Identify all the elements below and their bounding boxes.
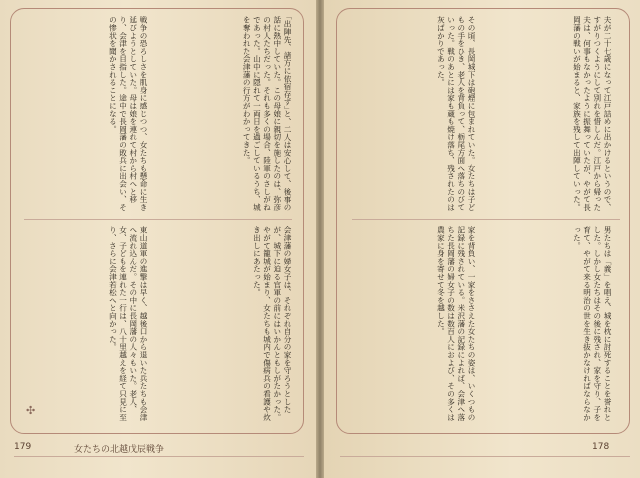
- text-column: ｢出陣先、諸方に依宿存ず｣と、二人は安心して、後事の話に熱中していた。この母娘に親切を施したのは、弥彦の村人たちだった。それも多くの場合、陸軍のさしがねであった。山中に隠れて一両日を過ごしているうち、城を奪われた会津藩の行方がわかってきた。: [242, 16, 292, 212]
- text-column: 戦争の恐ろしさを肌身に感じつつ、女たちも懸命に生き延びようとしていた。母は娘を連れて村から村へと移り、会津を目指した。途中で長岡藩の敗兵に出会い、その惨状を聞かされることになる。: [108, 16, 148, 211]
- footer-rule: [14, 456, 304, 457]
- page-number: 179: [14, 442, 32, 452]
- book-gutter: [316, 0, 324, 478]
- text-column: 夫が二十七歳になって江戸詰めに出かけるというので、すがりつくようにして別れを惜しんだ。江戸から帰った夫は、何事もなかったように振舞っていたが、やがて長岡藩の戦いが始まると、家族を残して出陣していった。: [572, 16, 612, 211]
- right-page: [324, 0, 640, 478]
- text-column: 東山道軍の進撃は早く、越後口から退いた兵たちも会津へ流れ込んだ。その中に長岡藩の人々もいた。老人、女、子どもを連れた一行は、八十里越えを経て只見に至り、さらに会津若松へと向かった。: [108, 226, 148, 421]
- text-column: 会津藩の婦女子は、それぞれ自分の家を守ろうとしたが、城下に迫る官軍の前にはいかんともしがたかった。やがて籠城が始まり、女たちも城内で傷病兵の看護や炊き出しにあたった。: [252, 226, 292, 421]
- text-column: その頃、長岡城下は砲煙に包まれていた。女たちは子どもの手をひき、老人を背負って、栃尾方面へ落ちのびていった。戦のあとには家も蔵も焼け落ち、残されたのは灰ばかりであった。: [436, 16, 476, 211]
- column-divider: [24, 219, 292, 220]
- page-number: 178: [592, 442, 610, 452]
- text-column: 男たちは「義」を唱え、城を枕に討死することを誉れとした。しかし女たちはその後に残され、家を守り、子を育て、やがて来る明治の世を生き抜かなければならなかった。: [572, 226, 612, 421]
- column-divider: [352, 219, 620, 220]
- footer-rule: [340, 456, 630, 457]
- left-page: [0, 0, 316, 478]
- running-title: 女たちの北越戊辰戦争: [74, 445, 165, 455]
- cross-ornament-icon: ✣: [26, 404, 36, 417]
- text-column: 家を背負い、一家をささえた女たちの姿は、いくつもの記録に残されている。米沢藩の記録によれば、会津へ落ちた長岡藩の婦女子の数は数百人におよび、その多くは農家に身を寄せて冬を越した。: [436, 226, 476, 421]
